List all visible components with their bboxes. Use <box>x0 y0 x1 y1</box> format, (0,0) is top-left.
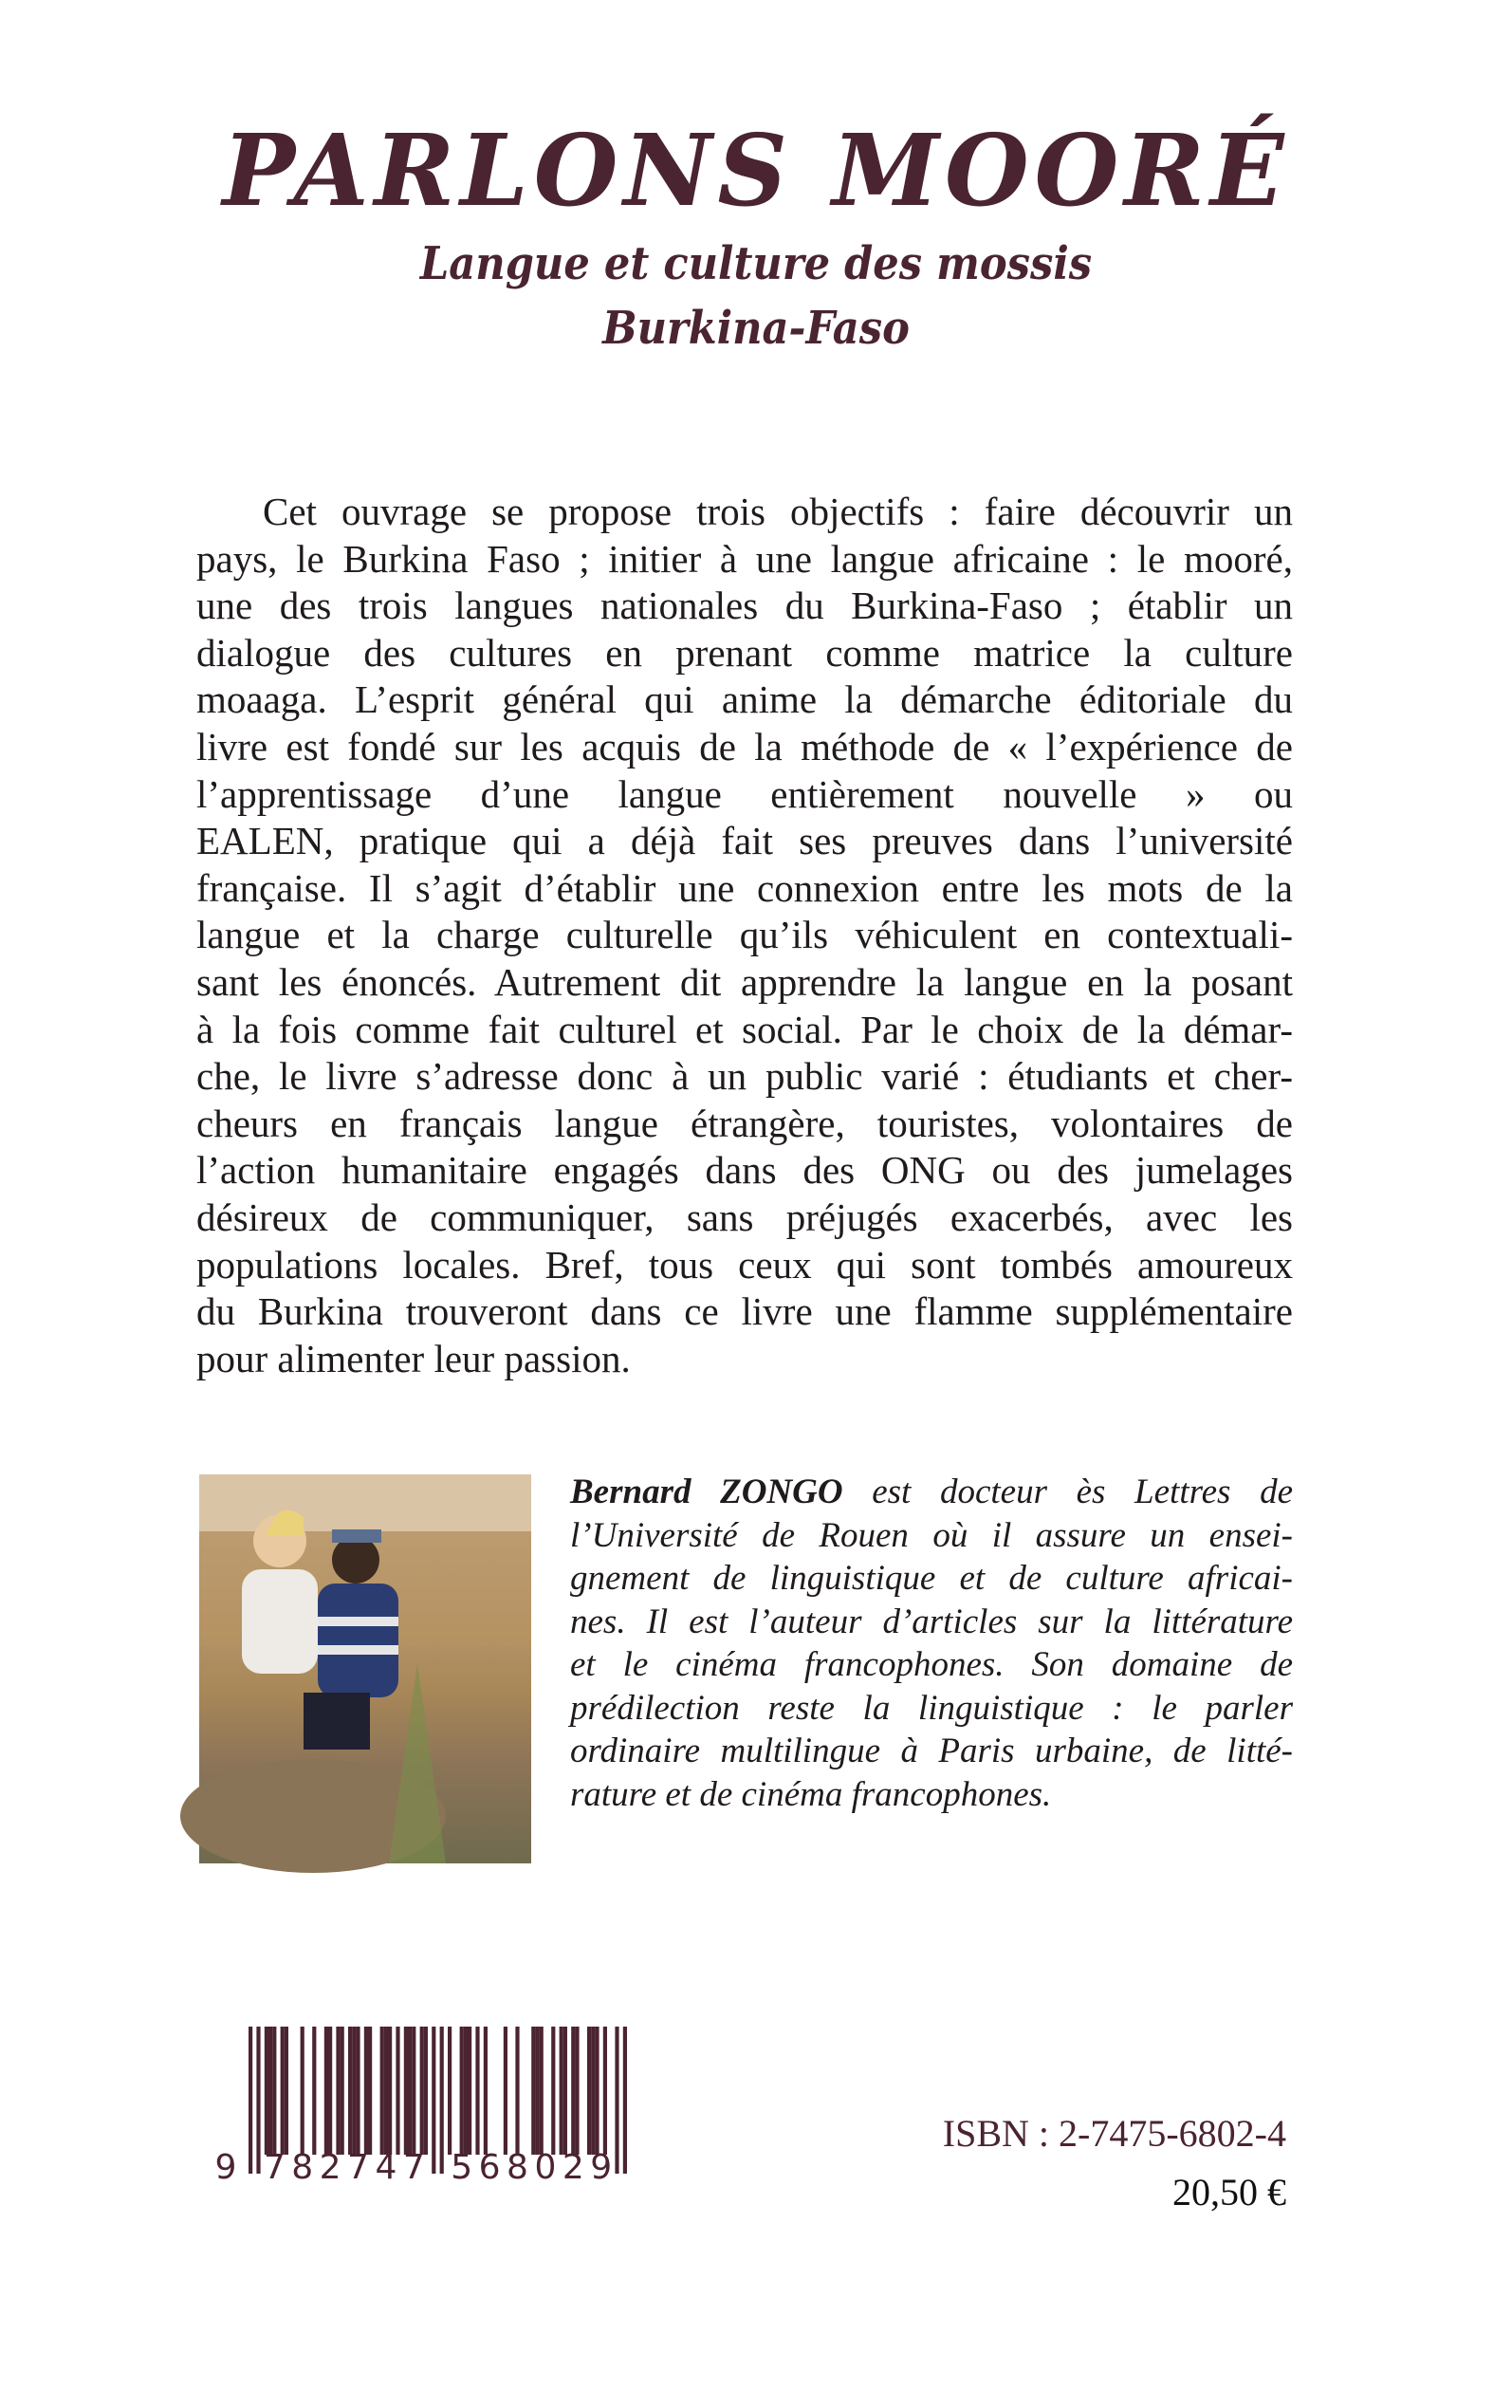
barcode-bar <box>587 2027 591 2155</box>
barcode-bar <box>396 2027 399 2155</box>
description-line: à la fois comme fait culturel et social. Par le choix de la démar- <box>196 1007 1293 1051</box>
barcode-bar <box>301 2027 304 2155</box>
barcode-bar <box>595 2027 599 2155</box>
description-line: livre est fondé sur les acquis de la méthode de « l’expérience de <box>196 724 1293 769</box>
description-line: une des trois langues nationales du Burkina-Faso ; établir un <box>196 583 1293 628</box>
barcode-bar <box>328 2027 332 2155</box>
description-line: cheurs en français langue étrangère, touristes, volontaires de <box>196 1101 1293 1145</box>
barcode-bar <box>623 2027 627 2174</box>
bio-line: et le cinéma francophones. Son domaine de <box>570 1645 1293 1684</box>
bio-line: rature et de cinéma francophones. <box>570 1774 1052 1814</box>
description-line: française. Il s’agit d’établir une connexion entre les mots de la <box>196 865 1293 910</box>
barcode-bar <box>281 2027 285 2155</box>
barcode-bar <box>432 2027 435 2174</box>
description-line: l’action humanitaire engagés dans des ONG ou des jumelages <box>196 1148 1293 1193</box>
barcode-bar <box>388 2027 392 2155</box>
barcode-bar <box>380 2027 384 2155</box>
barcode-digit: 4 <box>375 2148 397 2187</box>
barcode-bar <box>460 2027 464 2155</box>
isbn: ISBN : 2-7475-6802-4 <box>942 2112 1286 2155</box>
barcode-bar <box>384 2027 388 2155</box>
barcode-bar <box>591 2027 595 2155</box>
barcode-bar <box>464 2027 468 2155</box>
barcode-bar <box>424 2027 428 2155</box>
description-line: langue et la charge culturelle qu’ils véhiculent en contextuali- <box>196 913 1293 957</box>
description-line: moaaga. L’esprit général qui anime la démarche éditoriale du <box>196 677 1293 722</box>
barcode-bar <box>440 2027 444 2174</box>
barcode-bar <box>531 2027 535 2155</box>
bio-line: gnement de linguistique et de culture africai- <box>570 1559 1293 1598</box>
subtitle: Langue et culture des mossis <box>419 237 1093 290</box>
description-line: Cet ouvrage se propose trois objectifs : faire découvrir un <box>263 490 1293 533</box>
barcode-digit: 2 <box>562 2148 584 2187</box>
barcode <box>214 2021 636 2192</box>
barcode-bar <box>404 2027 408 2155</box>
barcode-digit: 7 <box>263 2148 286 2187</box>
barcode-bar <box>268 2027 272 2155</box>
bio-line: ordinaire multilingue à Paris urbaine, de litté- <box>570 1732 1293 1770</box>
barcode-digit: 9 <box>214 2148 237 2187</box>
barcode-bar <box>412 2027 415 2155</box>
barcode-bar <box>285 2027 288 2155</box>
book-title: PARLONS MOORÉ <box>222 112 1290 229</box>
barcode-bar <box>356 2027 360 2155</box>
barcode-bar <box>484 2027 488 2155</box>
barcode-bar <box>364 2027 368 2155</box>
author-name: Bernard ZONGO <box>570 1473 843 1511</box>
barcode-digit: 7 <box>347 2148 369 2187</box>
price: 20,50 € <box>1172 2171 1286 2214</box>
description-line: l’apprentissage d’une langue entièrement nouvelle » ou <box>196 771 1293 816</box>
barcode-bar <box>408 2027 412 2155</box>
author-bio <box>570 1471 1293 1816</box>
description-line: pays, le Burkina Faso ; initier à une langue africaine : le mooré, <box>196 536 1293 581</box>
barcode-bar <box>256 2027 260 2174</box>
barcode-bar <box>603 2027 607 2155</box>
barcode-bar <box>504 2027 507 2155</box>
barcode-digit: 5 <box>451 2148 473 2187</box>
barcode-bar <box>535 2027 539 2155</box>
barcode-bar <box>575 2027 579 2155</box>
barcode-bar <box>352 2027 356 2155</box>
barcode-digit: 7 <box>402 2148 425 2187</box>
barcode-bar <box>324 2027 328 2155</box>
description-text <box>196 489 1293 1382</box>
barcode-digit: 0 <box>534 2148 557 2187</box>
description-line: che, le livre s’adresse donc à un public varié : étudiants et cher- <box>196 1054 1293 1099</box>
barcode-digit: 8 <box>291 2148 314 2187</box>
bio-line: est docteur ès Lettres de <box>842 1473 1293 1511</box>
bio-line: nes. Il est l’auteur d’articles sur la littérature <box>570 1602 1293 1641</box>
description-line: sant les énoncés. Autrement dit apprendre la langue en la posant <box>196 959 1293 1004</box>
barcode-bar <box>420 2027 424 2155</box>
description-line: pour alimenter leur passion. <box>196 1336 631 1380</box>
bio-line: prédilection reste la linguistique : le parler <box>570 1688 1293 1728</box>
barcode-bar <box>272 2027 276 2155</box>
barcode-bar <box>551 2027 555 2155</box>
barcode-bar <box>563 2027 567 2155</box>
barcode-bar <box>468 2027 471 2155</box>
barcode-bar <box>475 2027 479 2155</box>
barcode-bar <box>312 2027 316 2155</box>
barcode-bar <box>448 2027 452 2155</box>
barcode-digit: 2 <box>319 2148 341 2187</box>
author-photo <box>199 1474 531 1863</box>
bio-line: l’Université de Rouen où il assure un ensei- <box>570 1515 1293 1555</box>
description-line: dialogue des cultures en prenant comme matrice la culture <box>196 630 1293 675</box>
description-line: EALEN, pratique qui a déjà fait ses preuves dans l’université <box>196 819 1293 863</box>
barcode-bar <box>368 2027 372 2155</box>
description-line: populations locales. Bref, tous ceux qui sont tombés amoureux <box>196 1242 1293 1287</box>
description-line: du Burkina trouveront dans ce livre une flamme supplémentaire <box>196 1289 1293 1334</box>
barcode-bar <box>615 2027 618 2174</box>
barcode-digit: 8 <box>507 2148 528 2187</box>
barcode-bar <box>571 2027 575 2155</box>
barcode-bar <box>249 2027 252 2174</box>
barcode-digit: 9 <box>590 2148 613 2187</box>
barcode-bar <box>515 2027 519 2155</box>
description-line: désireux de communiquer, sans préjugés exacerbés, avec les <box>196 1195 1293 1239</box>
barcode-bar <box>540 2027 544 2155</box>
barcode-bar <box>265 2027 268 2155</box>
barcode-bar <box>341 2027 344 2155</box>
subtitle-country: Burkina-Faso <box>602 302 910 355</box>
barcode-bar <box>348 2027 352 2155</box>
barcode-bar <box>560 2027 563 2155</box>
barcode-digit: 6 <box>478 2148 501 2187</box>
barcode-bar <box>336 2027 340 2155</box>
